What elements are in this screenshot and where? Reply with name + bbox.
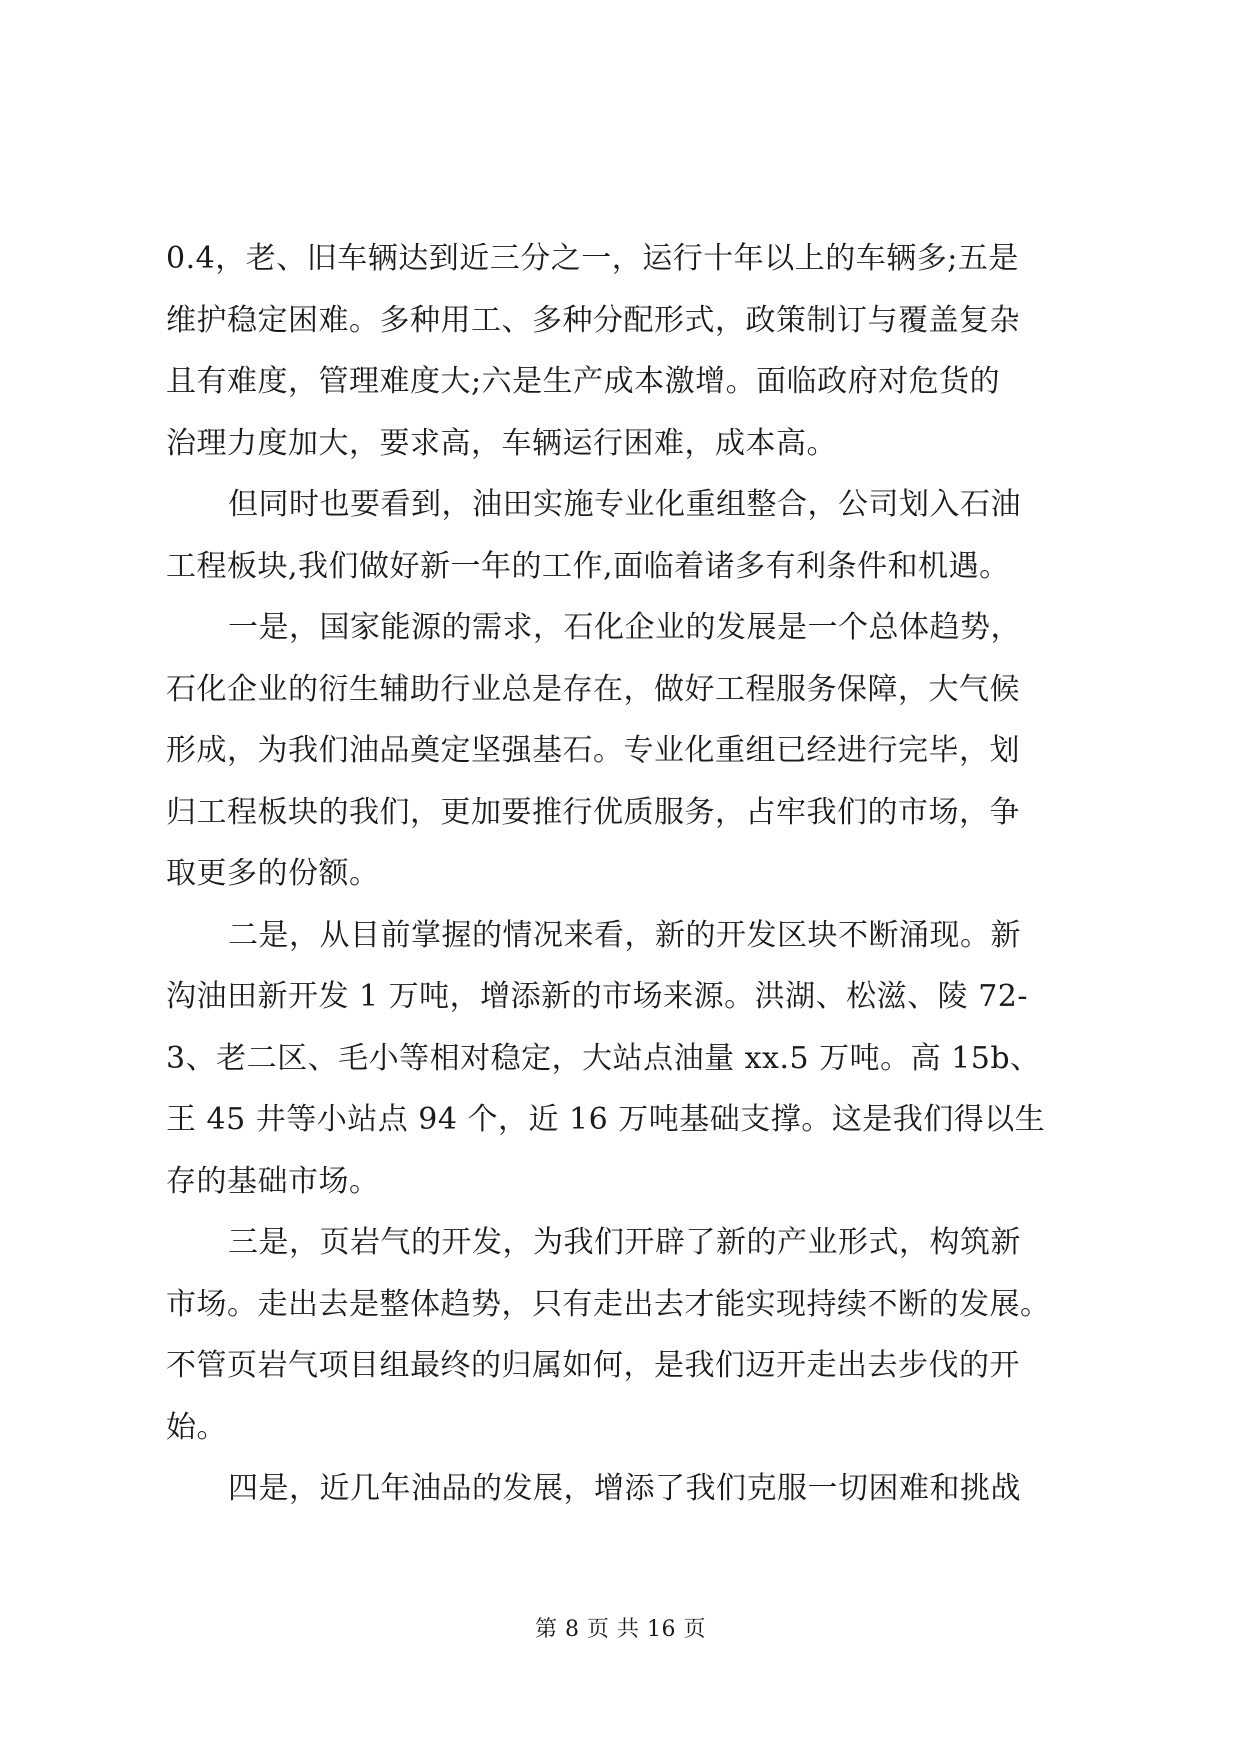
text-line: 始。 <box>166 1409 227 1445</box>
text-line: 沟油田新开发 1 万吨，增添新的市场来源。洪湖、松滋、陵 72- <box>166 979 1029 1014</box>
paragraph-first-line: 但同时也要看到，油田实施专业化重组整合，公司划入石油 <box>228 487 1021 522</box>
paragraph-first-line: 三是，页岩气的开发，为我们开辟了新的产业形式，构筑新 <box>228 1225 1021 1260</box>
paragraph-first-line: 四是，近几年油品的发展，增添了我们克服一切困难和挑战 <box>228 1471 1021 1506</box>
text-line: 归工程板块的我们，更加要推行优质服务，占牢我们的市场，争 <box>166 794 1020 830</box>
paragraph-first-line: 一是，国家能源的需求，石化企业的发展是一个总体趋势， <box>228 610 1021 645</box>
text-line: 0.4，老、旧车辆达到近三分之一，运行十年以上的车辆多;五是 <box>166 241 1019 276</box>
text-line: 石化企业的衍生辅助行业总是存在，做好工程服务保障，大气候 <box>166 671 1020 707</box>
text-line: 治理力度加大，要求高，车辆运行困难，成本高。 <box>166 425 837 461</box>
text-line: 王 45 井等小站点 94 个，近 16 万吨基础支撑。这是我们得以生 <box>166 1102 1046 1137</box>
text-line: 维护稳定困难。多种用工、多种分配形式，政策制订与覆盖复杂 <box>166 302 1020 338</box>
body-text <box>166 228 1076 1520</box>
paragraph-first-line: 二是，从目前掌握的情况来看，新的开发区块不断涌现。新 <box>228 917 1021 953</box>
text-line: 3、老二区、毛小等相对稳定，大站点油量 xx.5 万吨。高 15b、 <box>166 1040 1041 1076</box>
text-line: 且有难度，管理难度大;六是生产成本激增。面临政府对危货的 <box>166 364 1001 399</box>
text-line: 存的基础市场。 <box>166 1163 380 1199</box>
text-line: 市场。走出去是整体趋势，只有走出去才能实现持续不断的发展。 <box>166 1286 1051 1322</box>
text-line: 不管页岩气项目组最终的归属如何，是我们迈开走出去步伐的开 <box>166 1348 1020 1383</box>
text-line: 工程板块,我们做好新一年的工作,面临着诸多有利条件和机遇。 <box>166 548 1010 584</box>
text-line: 形成，为我们油品奠定坚强基石。专业化重组已经进行完毕，划 <box>166 733 1020 768</box>
text-line: 取更多的份额。 <box>166 856 380 891</box>
page-number-footer: 第 8 页 共 16 页 <box>535 1617 706 1642</box>
